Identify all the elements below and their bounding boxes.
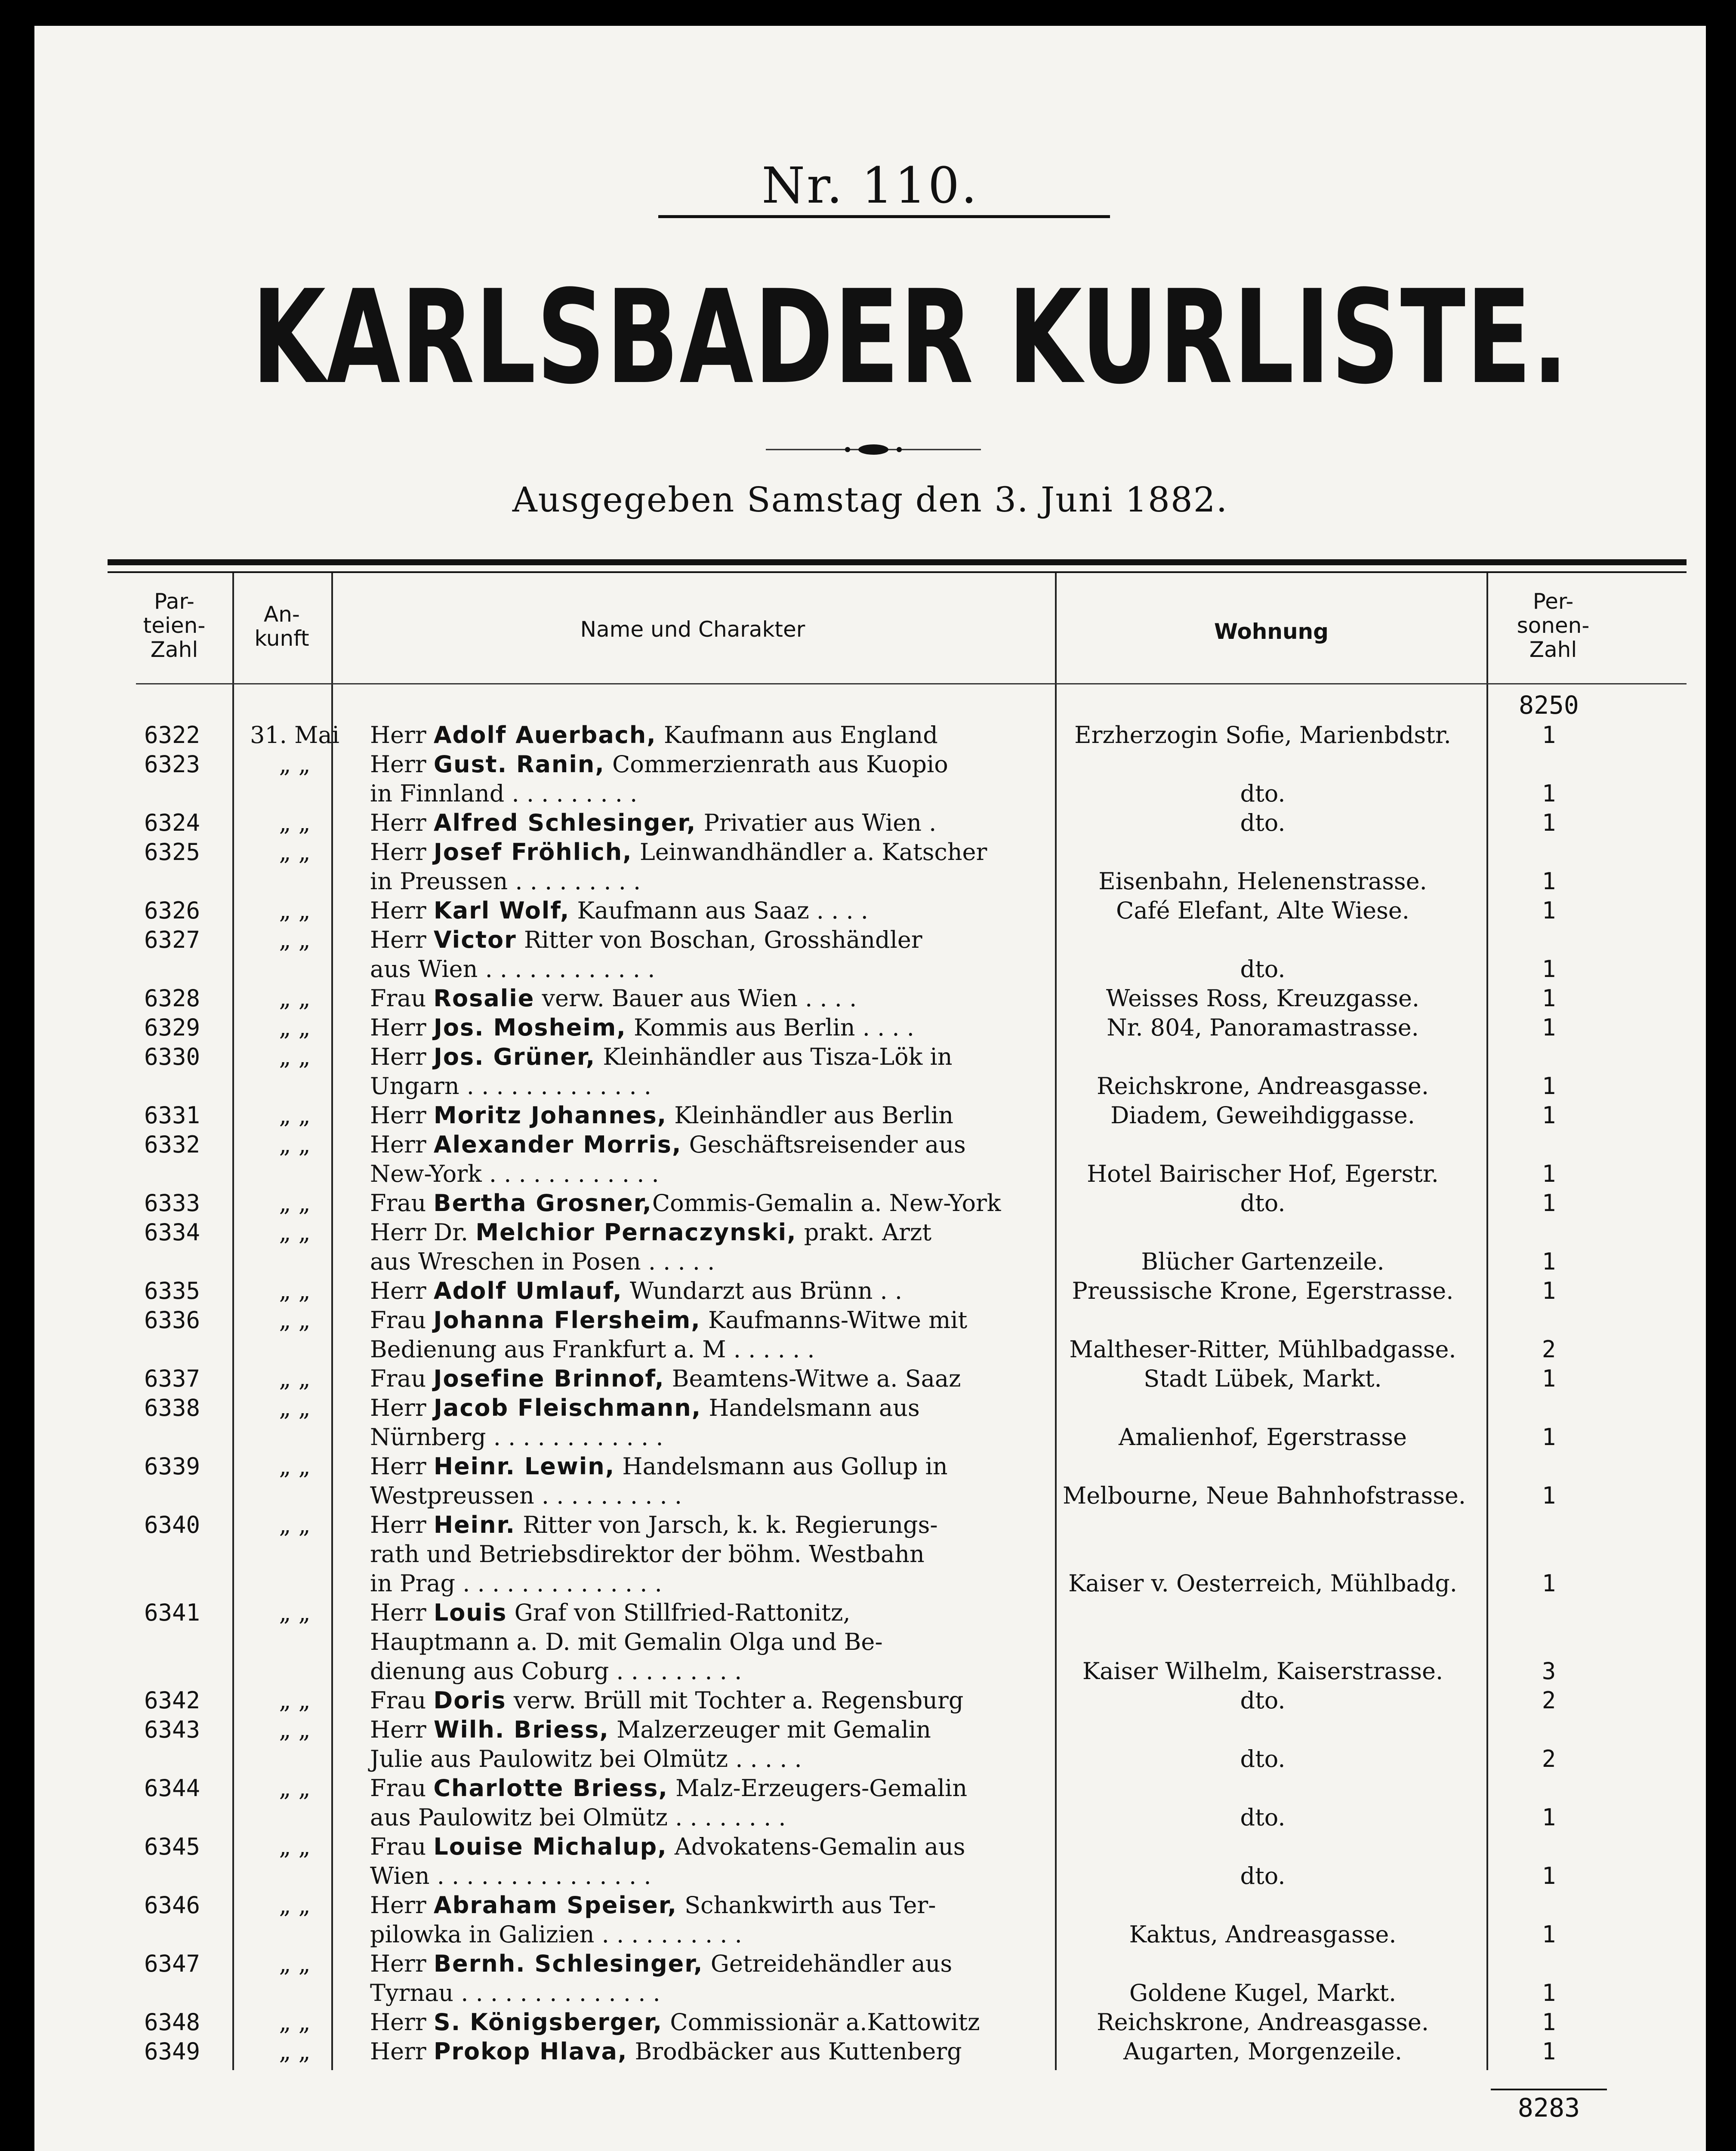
- person-count: 2: [1542, 1687, 1556, 1714]
- guest-line-continued: Julie aus Paulowitz bei Olmütz . . . . .: [370, 1745, 802, 1772]
- arrival-date: „ „: [279, 1131, 311, 1158]
- party-number: 6341: [144, 1599, 200, 1626]
- arrival-date: „ „: [279, 1394, 311, 1421]
- guest-character: Commerzienrath aus Kuopio: [604, 751, 948, 778]
- residence: Erzherzogin Sofie, Marienbdstr.: [1074, 721, 1451, 749]
- sum-rule: [1491, 2089, 1607, 2090]
- residence: Amalienhof, Egerstrasse: [1119, 1424, 1407, 1451]
- guest-name-character: [370, 1393, 1076, 1452]
- table-top-rule: [108, 559, 1687, 565]
- guest-line-continued: pilowka in Galizien . . . . . . . . . .: [370, 1921, 742, 1948]
- guest-line: [370, 750, 1076, 779]
- guest-name-character: [370, 1013, 1076, 1042]
- guest-name-character: [370, 1715, 1076, 1774]
- guest-character: Malzerzeuger mit Gemalin: [609, 1716, 931, 1743]
- table-top-rule-thin: [108, 571, 1687, 573]
- person-count: 1: [1542, 2009, 1556, 2036]
- guest-name-character: [370, 808, 1076, 838]
- guest-name: Doris: [433, 1687, 506, 1714]
- title: Frau: [370, 1365, 434, 1392]
- carry-forward-count: 8250: [1519, 690, 1579, 720]
- residence: Melbourne, Neue Bahnhofstrasse.: [1063, 1482, 1466, 1509]
- guest-name-character: [370, 1218, 1076, 1276]
- page: [34, 26, 1706, 2151]
- guest-name: Charlotte Briess,: [433, 1775, 668, 1802]
- person-count: 1: [1542, 2038, 1556, 2065]
- guest-name-character: [370, 838, 1076, 896]
- guest-name-character: [370, 1364, 1076, 1393]
- residence: Reichskrone, Andreasgasse.: [1096, 2009, 1429, 2036]
- guest-line: [370, 1510, 1076, 1540]
- guest-name-character: [370, 2037, 1076, 2066]
- guest-line: [370, 1189, 1076, 1218]
- person-count: 1: [1542, 868, 1556, 895]
- party-number: 6337: [144, 1365, 200, 1392]
- party-number: 6345: [144, 1833, 200, 1860]
- guest-name: Jos. Grüner,: [433, 1043, 596, 1070]
- masthead-title: KARLSBADER KURLISTE.: [252, 262, 1569, 413]
- guest-character: verw. Brüll mit Tochter a. Regensburg: [506, 1687, 964, 1714]
- guest-line-continued: Tyrnau . . . . . . . . . . . . . .: [370, 1979, 660, 2006]
- guest-line: [370, 984, 1076, 1013]
- guest-character: Schankwirth aus Ter-: [677, 1892, 936, 1919]
- guest-character: Commis-Gemalin a. New-York: [652, 1190, 1001, 1217]
- guest-character: Handelsmann aus: [701, 1394, 920, 1421]
- person-count: 1: [1542, 1570, 1556, 1597]
- guest-name: Louis: [433, 1599, 507, 1626]
- person-count: 1: [1542, 1804, 1556, 1831]
- arrival-date: „ „: [279, 1775, 311, 1802]
- title: Herr: [370, 1453, 434, 1480]
- title: Herr: [370, 1102, 434, 1129]
- issue-date: Ausgegeben Samstag den 3. Juni 1882.: [512, 480, 1228, 520]
- arrival-date: „ „: [279, 1307, 311, 1334]
- party-number: 6334: [144, 1219, 200, 1246]
- guest-name: Johanna Flersheim,: [433, 1307, 701, 1334]
- party-number: 6349: [144, 2038, 200, 2065]
- arrival-date: „ „: [279, 2038, 311, 2065]
- arrival-date: „ „: [279, 1950, 311, 1977]
- guest-line: [370, 1364, 1076, 1393]
- guest-line: [370, 1452, 1076, 1481]
- person-count: 1: [1542, 1102, 1556, 1129]
- guest-character: Ritter von Jarsch, k. k. Regierungs-: [515, 1511, 938, 1538]
- title: Herr: [370, 809, 434, 836]
- arrival-date: 31. Mai: [250, 721, 339, 749]
- header-personen: Per- sonen- Zahl: [1517, 589, 1590, 662]
- guest-character: Handelsmann aus Gollup in: [615, 1453, 948, 1480]
- arrival-date: „ „: [279, 1102, 311, 1129]
- guest-character: verw. Bauer aus Wien . . . .: [534, 985, 857, 1012]
- residence: Kaiser Wilhelm, Kaiserstrasse.: [1082, 1658, 1443, 1685]
- person-count: 1: [1542, 1365, 1556, 1392]
- arrival-date: „ „: [279, 985, 311, 1012]
- header-ankunft: An- kunft: [254, 602, 309, 651]
- party-number: 6322: [144, 721, 200, 749]
- person-count: 1: [1542, 1014, 1556, 1041]
- party-number: 6326: [144, 897, 200, 924]
- guest-name-character: [370, 1130, 1076, 1189]
- party-number: 6338: [144, 1394, 200, 1421]
- guest-line-continued: aus Paulowitz bei Olmütz . . . . . . . .: [370, 1804, 786, 1831]
- issue-number: Nr. 110.: [762, 157, 979, 215]
- residence: Preussische Krone, Egerstrasse.: [1072, 1277, 1454, 1304]
- residence: Goldene Kugel, Markt.: [1129, 1979, 1397, 2006]
- guest-name-character: [370, 925, 1076, 984]
- guest-line-continued: aus Wien . . . . . . . . . . . .: [370, 955, 655, 983]
- guest-name: Rosalie: [433, 985, 535, 1012]
- residence: dto.: [1240, 1190, 1286, 1217]
- guest-character: Geschäftsreisender aus: [681, 1131, 966, 1158]
- residence: Blücher Gartenzeile.: [1141, 1248, 1384, 1275]
- guest-name: Abraham Speiser,: [433, 1892, 677, 1919]
- arrival-date: „ „: [279, 751, 311, 778]
- guest-line-continued: in Prag . . . . . . . . . . . . . .: [370, 1570, 662, 1597]
- guest-name-character: [370, 1101, 1076, 1130]
- guest-line: [370, 1715, 1076, 1744]
- person-count: 1: [1542, 1424, 1556, 1451]
- guest-line-continued: in Preussen . . . . . . . . .: [370, 868, 641, 895]
- guest-line: [370, 1276, 1076, 1306]
- guest-line: [370, 1013, 1076, 1042]
- title: Herr: [370, 2009, 434, 2036]
- arrival-date: „ „: [279, 1511, 311, 1538]
- residence: dto.: [1240, 1804, 1286, 1831]
- party-number: 6344: [144, 1775, 200, 1802]
- guest-character: Privatier aus Wien .: [696, 809, 937, 836]
- title: Frau: [370, 1307, 434, 1334]
- guest-line: [370, 808, 1076, 838]
- guest-line: [370, 2037, 1076, 2066]
- arrival-date: „ „: [279, 897, 311, 924]
- header-parteien: Par- teien- Zahl: [143, 589, 206, 662]
- guest-character: Kaufmann aus England: [656, 721, 938, 749]
- title: Herr: [370, 838, 434, 866]
- arrival-date: „ „: [279, 1687, 311, 1714]
- arrival-date: „ „: [279, 1219, 311, 1246]
- residence: Augarten, Morgenzeile.: [1123, 2038, 1403, 2065]
- guest-name: Jacob Fleischmann,: [433, 1394, 702, 1421]
- guest-line: [370, 925, 1076, 955]
- party-number: 6339: [144, 1453, 200, 1480]
- guest-name: S. Königsberger,: [433, 2009, 663, 2036]
- arrival-date: „ „: [279, 1190, 311, 1217]
- party-number: 6333: [144, 1190, 200, 1217]
- guest-line: [370, 1832, 1076, 1861]
- party-number: 6327: [144, 926, 200, 953]
- arrival-date: „ „: [279, 1599, 311, 1626]
- guest-name-character: [370, 1598, 1076, 1686]
- guest-name-character: [370, 1891, 1076, 1949]
- person-count: 1: [1542, 1072, 1556, 1100]
- guest-name-character: [370, 1189, 1076, 1218]
- arrival-date: „ „: [279, 1716, 311, 1743]
- title: Herr: [370, 751, 434, 778]
- party-number: 6347: [144, 1950, 200, 1977]
- title: Herr: [370, 897, 434, 924]
- party-number: 6332: [144, 1131, 200, 1158]
- title: Herr: [370, 926, 434, 953]
- residence: Hotel Bairischer Hof, Egerstr.: [1087, 1160, 1439, 1187]
- title: Herr: [370, 2038, 434, 2065]
- guest-line: [370, 1101, 1076, 1130]
- guest-line: [370, 1042, 1076, 1072]
- guest-name-character: [370, 1306, 1076, 1364]
- guest-name: Alexander Morris,: [433, 1131, 682, 1158]
- title: Herr: [370, 1716, 434, 1743]
- guest-name-character: [370, 1686, 1076, 1715]
- guest-name: Adolf Auerbach,: [433, 721, 657, 749]
- person-count: 1: [1542, 1921, 1556, 1948]
- residence: Kaktus, Andreasgasse.: [1129, 1921, 1397, 1948]
- guest-name-character: [370, 750, 1076, 808]
- residence: Stadt Lübek, Markt.: [1144, 1365, 1382, 1392]
- issue-rule: [658, 215, 1110, 218]
- person-count: 1: [1542, 1190, 1556, 1217]
- guest-line: [370, 896, 1076, 925]
- guest-line: [370, 1949, 1076, 1978]
- title: Frau: [370, 1190, 434, 1217]
- title: Frau: [370, 1775, 434, 1802]
- person-count: 1: [1542, 1482, 1556, 1509]
- party-number: 6343: [144, 1716, 200, 1743]
- arrival-date: „ „: [279, 1277, 311, 1304]
- header-name: Name und Charakter: [580, 617, 805, 642]
- party-number: 6323: [144, 751, 200, 778]
- person-count: 1: [1542, 1862, 1556, 1889]
- guest-line: [370, 1306, 1076, 1335]
- party-number: 6348: [144, 2009, 200, 2036]
- guest-line: [370, 721, 1076, 750]
- person-count: 2: [1542, 1745, 1556, 1772]
- person-count: 1: [1542, 1248, 1556, 1275]
- guest-line-continued: aus Wreschen in Posen . . . . .: [370, 1248, 715, 1275]
- residence: dto.: [1240, 955, 1286, 983]
- guest-name-character: [370, 2008, 1076, 2037]
- person-count: 1: [1542, 955, 1556, 983]
- arrival-date: „ „: [279, 1453, 311, 1480]
- guest-line: [370, 1130, 1076, 1159]
- guest-character: Commissionär a.Kattowitz: [663, 2009, 980, 2036]
- residence: Reichskrone, Andreasgasse.: [1096, 1072, 1429, 1100]
- guest-name-character: [370, 1042, 1076, 1101]
- guest-character: Kommis aus Berlin . . . .: [626, 1014, 914, 1041]
- guest-character: Malz-Erzeugers-Gemalin: [668, 1775, 968, 1802]
- guest-name: Prokop Hlava,: [433, 2038, 628, 2065]
- guest-character: Leinwandhändler a. Katscher: [632, 838, 987, 866]
- residence: Nr. 804, Panoramastrasse.: [1107, 1014, 1419, 1041]
- guest-line: [370, 1218, 1076, 1247]
- person-count: 1: [1542, 985, 1556, 1012]
- guest-character: Advokatens-Gemalin aus: [667, 1833, 965, 1860]
- guest-name-character: [370, 896, 1076, 925]
- guest-name: Moritz Johannes,: [433, 1102, 667, 1129]
- guest-line: [370, 1598, 1076, 1627]
- header-wohnung: Wohnung: [1214, 619, 1329, 644]
- person-count: 1: [1542, 780, 1556, 807]
- guest-line-continued: in Finnland . . . . . . . . .: [370, 780, 638, 807]
- party-number: 6336: [144, 1307, 200, 1334]
- party-number: 6340: [144, 1511, 200, 1538]
- arrival-date: „ „: [279, 838, 311, 866]
- arrival-date: „ „: [279, 1892, 311, 1919]
- person-count: 1: [1542, 809, 1556, 836]
- guest-name-character: [370, 1949, 1076, 2008]
- arrival-date: „ „: [279, 926, 311, 953]
- residence: dto.: [1240, 780, 1286, 807]
- guest-name: Wilh. Briess,: [433, 1716, 609, 1743]
- person-count: 2: [1542, 1336, 1556, 1363]
- party-number: 6324: [144, 809, 200, 836]
- guest-name: Gust. Ranin,: [433, 751, 605, 778]
- guest-line-continued: rath und Betriebsdirektor der böhm. Westbahn: [370, 1541, 925, 1568]
- party-number: 6325: [144, 838, 200, 866]
- guest-name: Adolf Umlauf,: [433, 1277, 623, 1304]
- guest-name-character: [370, 1832, 1076, 1891]
- guest-line-continued: Wien . . . . . . . . . . . . . . .: [370, 1862, 651, 1889]
- title: Herr: [370, 721, 434, 749]
- residence: Maltheser-Ritter, Mühlbadgasse.: [1069, 1336, 1456, 1363]
- guest-name: Heinr. Lewin,: [433, 1453, 615, 1480]
- guest-name: Josefine Brinnof,: [433, 1365, 665, 1392]
- guest-character: Kleinhändler aus Tisza-Lök in: [595, 1043, 953, 1070]
- title: Herr: [370, 1950, 434, 1977]
- title: Herr: [370, 1892, 434, 1919]
- header-rule: [136, 683, 1687, 684]
- guest-name: Jos. Mosheim,: [433, 1014, 626, 1041]
- guest-line-continued: Bedienung aus Frankfurt a. M . . . . . .: [370, 1336, 815, 1363]
- ornament-divider: [766, 439, 981, 460]
- guest-name: Melchior Pernaczynski,: [475, 1219, 797, 1246]
- party-number: 6335: [144, 1277, 200, 1304]
- guest-character: Ritter von Boschan, Grosshändler: [516, 926, 922, 953]
- guest-character: Kaufmanns-Witwe mit: [700, 1307, 968, 1334]
- total-count: 8283: [1517, 2093, 1580, 2123]
- person-count: 1: [1542, 1160, 1556, 1187]
- arrival-date: „ „: [279, 1014, 311, 1041]
- guest-name: Karl Wolf,: [433, 897, 570, 924]
- residence: Kaiser v. Oesterreich, Mühlbadg.: [1068, 1570, 1457, 1597]
- party-number: 6330: [144, 1043, 200, 1070]
- title: Herr: [370, 1277, 434, 1304]
- residence: Weisses Ross, Kreuzgasse.: [1106, 985, 1420, 1012]
- residence: dto.: [1240, 1862, 1286, 1889]
- guest-character: Getreidehändler aus: [703, 1950, 953, 1977]
- residence: Café Elefant, Alte Wiese.: [1116, 897, 1409, 924]
- guest-line: [370, 838, 1076, 867]
- party-number: 6342: [144, 1687, 200, 1714]
- title: Frau: [370, 1687, 434, 1714]
- guest-name-character: [370, 1774, 1076, 1832]
- arrival-date: „ „: [279, 1365, 311, 1392]
- title: Herr: [370, 1599, 434, 1626]
- title: Herr: [370, 1131, 434, 1158]
- residence: Diadem, Geweihdiggasse.: [1110, 1102, 1415, 1129]
- guest-name-character: [370, 1452, 1076, 1510]
- guest-name-character: [370, 1276, 1076, 1306]
- title: Frau: [370, 985, 434, 1012]
- guest-name: Alfred Schlesinger,: [433, 809, 697, 836]
- arrival-date: „ „: [279, 2009, 311, 2036]
- guest-character: Graf von Stillfried-Rattonitz,: [507, 1599, 851, 1626]
- title: Herr: [370, 1043, 434, 1070]
- guest-line: [370, 1891, 1076, 1920]
- guest-line-continued: Ungarn . . . . . . . . . . . . .: [370, 1072, 651, 1100]
- guest-character: Brodbäcker aus Kuttenberg: [627, 2038, 962, 2065]
- guest-character: Wundarzt aus Brünn . .: [622, 1277, 903, 1304]
- guest-name: Josef Fröhlich,: [433, 838, 632, 866]
- arrival-date: „ „: [279, 1043, 311, 1070]
- person-count: 1: [1542, 1277, 1556, 1304]
- guest-name: Louise Michalup,: [433, 1833, 667, 1860]
- title: Herr: [370, 1014, 434, 1041]
- guest-name-character: [370, 1510, 1076, 1598]
- person-count: 3: [1542, 1658, 1556, 1685]
- guest-line-continued: Westpreussen . . . . . . . . . .: [370, 1482, 682, 1509]
- party-number: 6331: [144, 1102, 200, 1129]
- party-number: 6328: [144, 985, 200, 1012]
- party-number: 6346: [144, 1892, 200, 1919]
- guest-line-continued: Hauptmann a. D. mit Gemalin Olga und Be-: [370, 1628, 883, 1655]
- guest-name: Victor: [433, 926, 517, 953]
- guest-character: Beamtens-Witwe a. Saaz: [664, 1365, 961, 1392]
- guest-name-character: [370, 984, 1076, 1013]
- guest-name: Bernh. Schlesinger,: [433, 1950, 703, 1977]
- guest-character: Kleinhändler aus Berlin: [667, 1102, 954, 1129]
- party-number: 6329: [144, 1014, 200, 1041]
- title: Herr: [370, 1394, 434, 1421]
- guest-line-continued: Nürnberg . . . . . . . . . . . .: [370, 1424, 663, 1451]
- guest-line-continued: dienung aus Coburg . . . . . . . . .: [370, 1658, 742, 1685]
- guest-character: Kaufmann aus Saaz . . . .: [570, 897, 868, 924]
- person-count: 1: [1542, 721, 1556, 749]
- arrival-date: „ „: [279, 1833, 311, 1860]
- residence: dto.: [1240, 1687, 1286, 1714]
- guest-line: [370, 1774, 1076, 1803]
- title: Frau: [370, 1833, 434, 1860]
- person-count: 1: [1542, 1979, 1556, 2006]
- title: Herr: [370, 1511, 434, 1538]
- guest-line-continued: New-York . . . . . . . . . . . .: [370, 1160, 659, 1187]
- person-count: 1: [1542, 897, 1556, 924]
- residence: Eisenbahn, Helenenstrasse.: [1098, 868, 1427, 895]
- guest-line: [370, 2008, 1076, 2037]
- title: Herr Dr.: [370, 1219, 476, 1246]
- residence: dto.: [1240, 1745, 1286, 1772]
- guest-line: [370, 1393, 1076, 1423]
- guest-name-character: [370, 721, 1076, 750]
- guest-line: [370, 1686, 1076, 1715]
- arrival-date: „ „: [279, 809, 311, 836]
- guest-name: Heinr.: [433, 1511, 516, 1538]
- guest-character: prakt. Arzt: [796, 1219, 932, 1246]
- guest-name: Bertha Grosner,: [433, 1190, 652, 1217]
- residence: dto.: [1240, 809, 1286, 836]
